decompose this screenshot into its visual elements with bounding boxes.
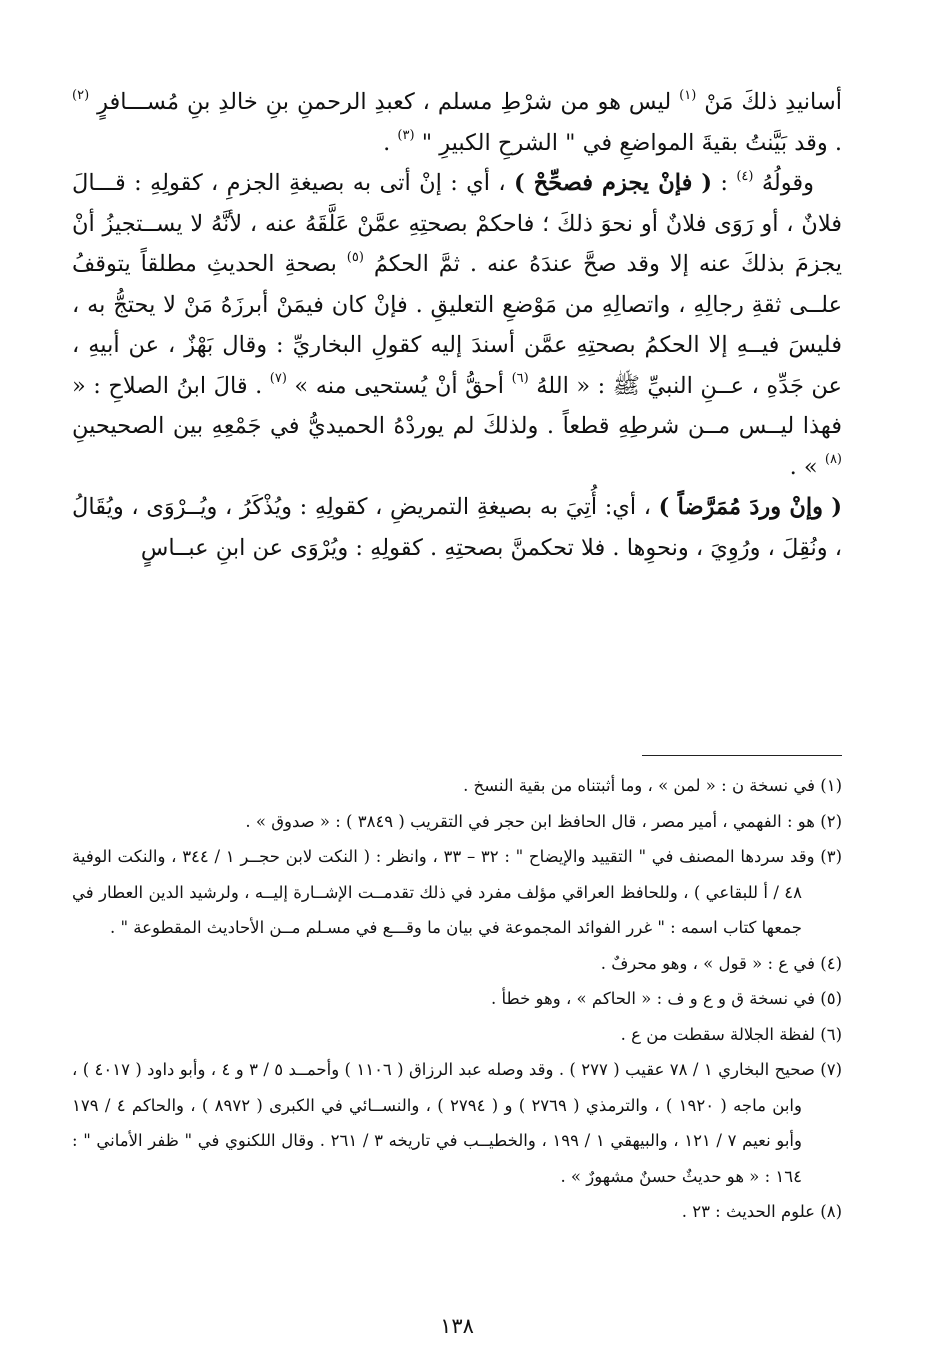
footnote-marker: (٣) <box>397 128 415 143</box>
text-run: : <box>720 170 728 196</box>
text-run: أحقُّ أنْ يُستحيى منه » <box>294 372 505 399</box>
footnote-marker: (٧) <box>269 371 287 386</box>
text-run: . وقد بَيَّنتُ بقيةَ المواضعِ في " الشرحِ الكبيرِ " <box>421 129 842 156</box>
footnote-marker: (٤) <box>736 168 754 184</box>
footnote-marker: (٨) <box>824 452 842 467</box>
footnotes <box>72 768 842 1230</box>
footnote-3: (٣) وقد سردها المصنف في " التقييد والإيضاح " : ٣٢ – ٣٣ ، وانظر : ( النكت لابن حجــر ١ / ٣٤٤ ، والنكت الوفية ٤٨ / أ للبقاعي ) ، وللحافظ العراقي مؤلف مفرد في ذلك تقدمــت الإشــارة إليــه ، ولرشيد الدين العطار في جمعها كتاب اسمه : " غرر الفوائد المجموعة في بيان ما وقـــع في مسـلم مــن الأحاديث المقطوعة " . <box>72 847 843 937</box>
footnote-4: (٤) في ع : « قول » ، وهو محرفٌ . <box>600 953 842 973</box>
footnote-marker: (٦) <box>511 371 529 386</box>
footnote-1: (١) في نسخة ن : « لمن » ، وما أثبتناه من بقية النسخ . <box>463 776 842 795</box>
text-run: ليس هو من شرْطِ مسلم ، كعبدِ الرحمنِ بنِ خالدِ بنِ مُســـافرٍ <box>97 89 672 115</box>
text-run: . قالَ ابنُ الصلاحِ : « فهذا ليــس مــن شرطِهِ قطعاً . ولذلكَ لم يوردْهُ الحميديُّ في جَمْعِهِ بين الصحيحينِ <box>72 372 842 439</box>
footnote-marker: (١) <box>679 87 697 103</box>
footnote-marker: (٥) <box>346 249 364 265</box>
footnote-separator <box>642 755 842 756</box>
main-text <box>72 82 842 568</box>
paragraph-3 <box>72 487 842 568</box>
footnote-6: (٦) لفظة الجلالة سقطت من ع . <box>620 1024 842 1044</box>
bold-phrase: ( وإنْ وردَ مُمَرَّضاً ) <box>658 494 842 520</box>
bold-phrase: ( فإنْ يجزم فصحِّحْ ) <box>514 170 713 196</box>
text-run: وقولُهُ <box>761 170 814 196</box>
footnote-7: (٧) صحيح البخاري ١ / ٧٨ عقيب ( ٢٧٧ ) . وقد وصله عبد الرزاق ( ١١٠٦ ) وأحمــد ٥ / ٣ و ٤ ، وأبو داود ( ٤٠١٧ ) ، وابن ماجه ( ١٩٢٠ ) ، والترمذي ( ٢٧٦٩ ) و ( ٢٧٩٤ ) ، والنســائي في الكبرى ( ٨٩٧٢ ) ، والحاكم ٤ / ١٧٩ وأبو نعيم ٧ / ١٢١ ، والبيهقي ١ / ١٩٩ ، والخطيــب في تاريخه ٣ / ٢٦١ . وقال اللكنوي في " ظفر الأماني " : ١٦٤ : « هو حديثٌ حسنٌ مشهورٌ » . <box>72 1060 843 1186</box>
page-number: ١٣٨ <box>440 1314 474 1338</box>
text-run: ، أي : إنْ أتى به بصيغةِ الجزمِ ، كقولِهِ : قـــالَ فلانٌ ، أو رَوَى فلانٌ أو نحوَ ذلكَ ؛ فاحكمْ بصحتِهِ عمَّنْ عَلَّقَهُ عنه ، لأنَّهُ لا يســتجيزُ أنْ يجزمَ بذلكَ عنه إلا وقد صحَّ عندَهُ عنه . ثمَّ الحكمُ <box>72 170 842 277</box>
text-run: ، أي: أُتِيَ به بصيغةِ التمريضِ ، كقولِهِ : ويُذْكَرُ ، ويُــرْوَى ، ويُقَالُ ، ونُقِلَ ، ورُوِيَ ، ونحوِها . فلا تحكمنَّ بصحتِهِ . كقولِهِ : ويُرْوَى عن ابنِ عبــاسٍ <box>72 494 842 561</box>
text-run: . <box>383 129 391 156</box>
footnote-2: (٢) هو : الفهمي ، أمير مصر ، قال الحافظ ابن حجر في التقريب ( ٣٨٤٩ ) : « صدوق » . <box>245 811 842 831</box>
footnote-8: (٨) علوم الحديث : ٢٣ . <box>681 1202 842 1221</box>
footnote-marker: (٢) <box>72 87 90 103</box>
text-run: أسانيدِ ذلكَ مَنْ <box>704 89 842 115</box>
footnote-5: (٥) في نسخة ق و ع و ف : « الحاكم » ، وهو خطأ . <box>491 989 842 1008</box>
text-run: بصحةِ الحديثِ مطلقاً يتوقفُ علــى ثقةِ رجالِهِ ، واتصالِهِ من مَوْضعِ التعليقِ . فإنْ كان فيمَنْ أبرزَهُ مَنْ لا يحتجُّ به ، فليسَ فيــهِ إلا الحكمُ بصحتِهِ عمَّن أسندَ إليه كقولِ البخاريِّ : وقال بَهْزٌ ، عن أبيهِ ، عن جَدِّهِ ، عــنِ النبيِّ ﷺ : « اللهُ <box>72 251 842 399</box>
paragraph-2 <box>72 163 842 487</box>
book-page <box>72 82 843 1338</box>
paragraph-1 <box>72 82 842 163</box>
text-run: » . <box>789 453 818 480</box>
